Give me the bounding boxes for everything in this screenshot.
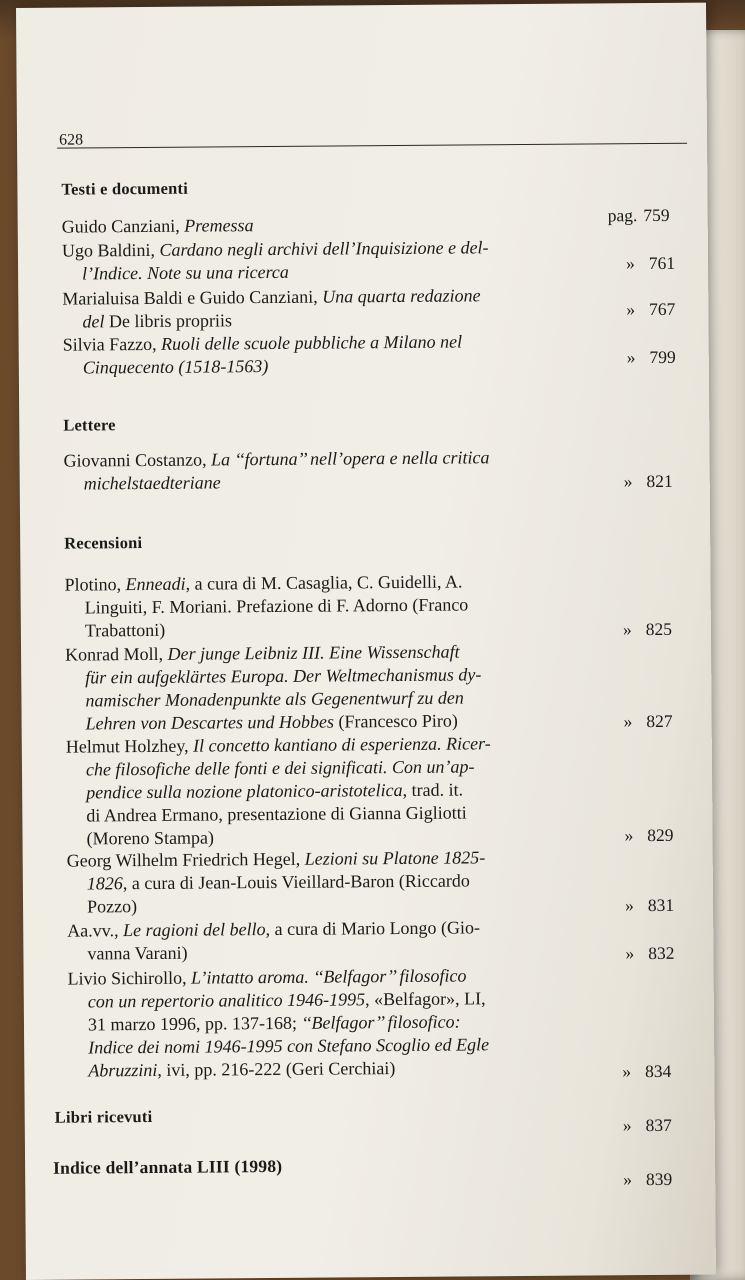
page-prefix: » <box>622 619 632 640</box>
entry-author: Plotino, <box>64 574 122 595</box>
entry-title-cont: michelstaedteriane <box>83 472 221 494</box>
entry-page-ref <box>623 1115 672 1136</box>
page-number-ref: 761 <box>648 252 676 274</box>
entry-title-cont: Abruzzini <box>88 1059 158 1081</box>
page-prefix: » <box>622 1115 632 1136</box>
entry-title-cont: l’Indice. Note su una ricerca <box>82 261 289 284</box>
entry-title: Cardano negli archivi dell’Inquisizione e del- <box>159 237 489 260</box>
entry-title-cont: che filosofiche delle fonti e dei significati. Con un’ap- <box>85 756 475 780</box>
entry-title: L’intatto aroma. ‘‘Belfagor’’ filosofico <box>191 965 467 988</box>
entry-author: Aa.vv., <box>67 920 119 941</box>
toc-entry <box>67 915 607 965</box>
toc-entry <box>62 211 602 238</box>
page-number-ref: 821 <box>646 470 673 492</box>
entry-text-cont: di Andrea Ermano, presentazione di Gianna Gigliotti <box>86 802 467 826</box>
entry-author: Silvia Fazzo, <box>62 333 157 355</box>
entry-page-ref <box>626 253 675 274</box>
page-prefix: » <box>623 1169 633 1190</box>
entry-title: Una quarta redazione <box>322 285 481 307</box>
toc-entry <box>63 329 603 379</box>
entry-text: , a cura di M. Casaglia, C. Guidelli, A. <box>185 571 463 594</box>
toc-entry <box>67 845 608 918</box>
section-title-libri: Libri ricevuti <box>54 1106 153 1127</box>
entry-title: Premessa <box>184 215 254 236</box>
page-prefix: » <box>624 895 634 916</box>
page-number-ref: 832 <box>648 942 675 964</box>
toc-entry <box>63 445 603 495</box>
entry-title: Enneadi <box>125 573 186 595</box>
entry-title: Ruoli delle scuole pubbliche a Milano nel <box>161 331 463 354</box>
entry-reviewer: (Moreno Stampa) <box>86 827 215 849</box>
entry-title-cont: del <box>82 311 105 332</box>
entry-author: Georg Wilhelm Friedrich Hegel, <box>66 848 301 871</box>
page-prefix: » <box>626 299 636 320</box>
entry-page-ref <box>608 205 670 226</box>
entry-page-ref <box>623 619 672 640</box>
entry-reviewer: , ivi, pp. 216-222 (Geri Cerchiai) <box>157 1058 396 1080</box>
page-prefix: pag. <box>607 205 638 226</box>
toc-entry <box>64 569 605 642</box>
entry-text: , a cura di Jean-Louis Vieillard-Baron (Riccardo <box>122 870 470 894</box>
entry-author: Ugo Baldini, <box>61 239 155 261</box>
page-prefix: » <box>623 711 633 732</box>
page-number-ref: 829 <box>647 824 674 846</box>
entry-text-cont: Trabattoni) <box>84 619 166 641</box>
entry-title: Lezioni su Platone 1825- <box>304 847 486 869</box>
entry-reviewer: Pozzo) <box>86 896 138 917</box>
entry-author: Konrad Moll, <box>65 643 164 665</box>
book-page <box>16 3 716 1280</box>
entry-text-cont: Linguiti, F. Moriani. Prefazione di F. Adorno (Franco <box>84 594 469 618</box>
header-rule <box>57 143 687 149</box>
page-number-ref: 799 <box>649 346 676 368</box>
page-number-ref: 827 <box>646 710 673 732</box>
entry-title-cont: pendice sulla nozione platonico-aristotelica <box>86 779 403 803</box>
page-prefix: » <box>624 825 634 846</box>
page-number-ref: 759 <box>643 204 670 226</box>
page-number-ref: 839 <box>645 1168 673 1190</box>
entry-title-cont: Cinquecento (1518-1563) <box>82 356 269 378</box>
entry-page-ref <box>625 943 674 964</box>
section-title-indice: Indice dell’annata LIII (1998) <box>53 1155 283 1178</box>
entry-title-cont: con un repertorio analitico 1946-1995 <box>87 989 366 1012</box>
entry-author: Guido Canziani, <box>61 215 180 237</box>
entry-title-cont: 1826 <box>86 873 123 894</box>
entry-page-ref <box>624 825 673 846</box>
section-title-recensioni: Recensioni <box>64 533 143 553</box>
entry-title: Il concetto kantiano di esperienza. Ricer- <box>193 733 491 756</box>
entry-title-cont: Lehren von Descartes und Hobbes <box>85 711 334 734</box>
toc-entry <box>62 235 602 285</box>
entry-title-roman: De libris propriis <box>108 310 233 332</box>
entry-page-ref <box>626 299 675 320</box>
entry-reviewer: vanna Varani) <box>87 942 188 964</box>
entry-page-ref <box>624 711 673 732</box>
entry-page-ref <box>625 895 674 916</box>
entry-title-cont: für ein aufgeklärtes Europa. Der Weltmechanismus dy- <box>85 664 482 688</box>
toc-entry <box>66 731 607 850</box>
page-number-ref: 767 <box>649 298 676 320</box>
entry-text: , «Belfagor», LI, <box>365 988 486 1010</box>
entry-page-ref <box>624 471 673 492</box>
toc-entry <box>68 963 609 1082</box>
entry-title: La ‘‘fortuna’’ nell’opera e nella critica <box>210 447 490 470</box>
entry-text: , a cura di Mario Longo (Gio- <box>265 917 481 940</box>
page-prefix: » <box>623 471 633 492</box>
page-number-ref: 834 <box>645 1060 672 1082</box>
entry-title-cont: Indice dei nomi 1946-1995 con Stefano Scoglio ed Egle <box>88 1034 490 1058</box>
entry-page-ref <box>623 1169 672 1190</box>
page-prefix: » <box>625 943 635 964</box>
page-prefix: » <box>622 1061 632 1082</box>
page-number: 628 <box>58 131 84 149</box>
entry-author: Livio Sichirollo, <box>67 967 187 989</box>
entry-title-cont: ‘‘Belfagor’’ filosofico: <box>301 1011 461 1033</box>
entry-text: , trad. it. <box>402 779 464 800</box>
entry-author: Marialuisa Baldi e Guido Canziani, <box>62 286 318 309</box>
page-number-ref: 831 <box>647 894 675 916</box>
entry-author: Giovanni Costanzo, <box>63 449 207 471</box>
entry-title: Der junge Leibniz III. Eine Wissenschaft <box>167 641 460 664</box>
page-number-ref: 837 <box>645 1114 672 1136</box>
section-title-lettere: Lettere <box>63 415 116 435</box>
entry-title-cont: namischer Monadenpunkte als Gegenentwurf zu den <box>85 687 464 711</box>
entry-reviewer: (Francesco Piro) <box>338 710 458 732</box>
section-title-testi: Testi e documenti <box>61 178 189 199</box>
entry-text: 31 marzo 1996, pp. 137-168; <box>87 1012 298 1035</box>
page-prefix: » <box>625 253 635 274</box>
entry-page-ref <box>627 347 676 368</box>
entry-page-ref <box>622 1061 671 1082</box>
page-number-ref: 825 <box>645 618 672 640</box>
entry-title: Le ragioni del bello <box>122 919 266 941</box>
entry-author: Helmut Holzhey, <box>65 735 189 757</box>
toc-entry <box>62 283 602 333</box>
page-prefix: » <box>626 347 636 368</box>
toc-entry <box>65 639 606 735</box>
